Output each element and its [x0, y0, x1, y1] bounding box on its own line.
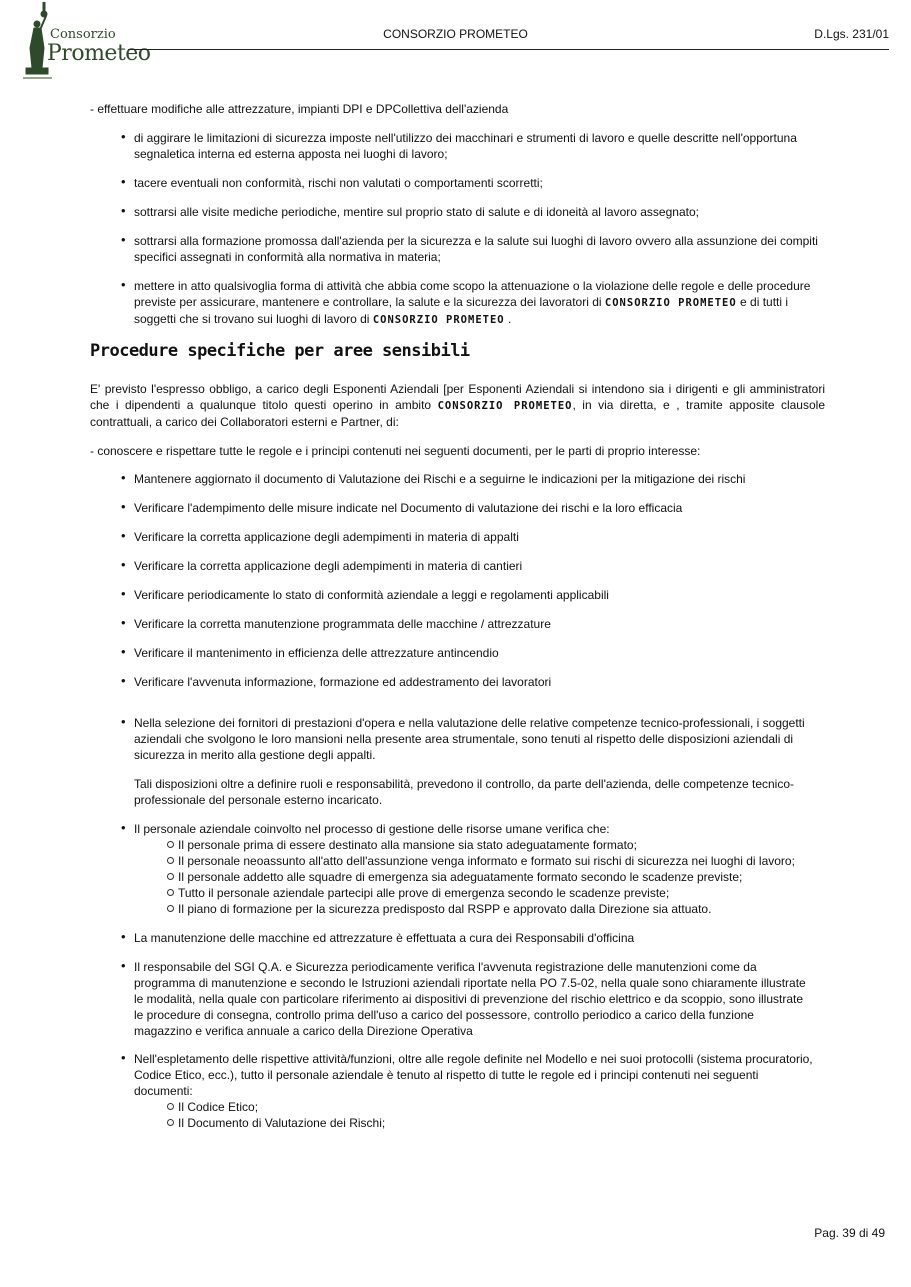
maintenance-section [90, 930, 825, 946]
section-title: Procedure specifiche per aree sensibili [90, 341, 470, 361]
list-item: • Verificare la corretta applicazione degli adempimenti in materia di appalti [90, 529, 825, 545]
suppliers-para-2: Tali disposizioni oltre a definire ruoli e responsabilità, prevedono il controllo, da parte dell'azienda, delle competenze tecnico-professionale del personale esterno incaricato. [134, 777, 795, 807]
sub-list-item: Il piano di formazione per la sicurezza predisposto dal RSPP e approvato dalla Direzione sia attuato. [178, 901, 825, 917]
sgi-section [90, 959, 825, 1039]
section-heading [90, 340, 825, 362]
duties-lead: • Nell'espletamento delle rispettive attività/funzioni, oltre alle regole definite nel Modello e nei suoi protocolli (sistema procuratorio, Codice Etico, ecc.), tutto il personale aziendale è tenuto al rispetto di tutte le regole ed i principi contenuti nei seguenti documenti: [134, 1052, 813, 1098]
list-item: • Mantenere aggiornato il documento di Valutazione dei Rischi e a seguirne le indicazioni per la mitigazione dei rischi [90, 471, 825, 487]
company-name: CONSORZIO PROMETEO [604, 297, 737, 309]
prohibitions-list [90, 130, 825, 328]
text-part: e di tutti i soggetti che si trovano sui luoghi di lavoro di [134, 295, 789, 326]
sub-list-item: Il personale prima di essere destinato alla mansione sia stato adeguatamente formato; [178, 837, 825, 853]
list-item: • Verificare la corretta manutenzione programmata delle macchine / attrezzature [90, 616, 825, 632]
list-item [90, 821, 825, 917]
consorzio-prometeo-logo [20, 2, 151, 82]
sub-list-item: Il personale addetto alle squadre di emergenza sia adeguatamente formato secondo le scadenze previste; [178, 869, 825, 885]
header-reference: D.Lgs. 231/01 [814, 27, 889, 41]
logo-text-top: Consorzio [50, 27, 116, 42]
sub-list-item: Il Documento di Valutazione dei Rischi; [178, 1115, 814, 1131]
sub-list-item: Tutto il personale aziendale partecipi alle prove di emergenza secondo le scadenze previste; [178, 885, 825, 901]
list-item: • sottrarsi alle visite mediche periodiche, mentire sul proprio stato di salute e di idoneità al lavoro assegnato; [90, 204, 825, 220]
company-name: CONSORZIO PROMETEO [372, 314, 505, 326]
hr-lead: • Il personale aziendale coinvolto nel processo di gestione delle risorse umane verifica che: [134, 822, 610, 836]
sub-list-item: Il personale neoassunto all'atto dell'assunzione venga informato e formato sui rischi di sicurezza nei luoghi di lavoro; [178, 853, 825, 869]
list-item: • La manutenzione delle macchine ed attrezzature è effettuata a cura dei Responsabili d'officina [90, 930, 825, 946]
list-item: • Verificare l'adempimento delle misure indicate nel Documento di valutazione dei rischi e la loro efficacia [90, 500, 825, 516]
list-item: • Verificare la corretta applicazione degli adempimenti in materia di cantieri [90, 558, 825, 574]
list-item [90, 715, 825, 808]
sub-list-item: Il Codice Etico; [178, 1099, 814, 1115]
list-item: • Verificare il mantenimento in efficienza delle attrezzature antincendio [90, 645, 825, 661]
list-item [90, 278, 825, 328]
intro-line [90, 101, 825, 117]
header-title: CONSORZIO PROMETEO [383, 27, 528, 41]
list-item: • di aggirare le limitazioni di sicurezza imposte nell'utilizzo dei macchinari e strumenti di lavoro e quelle descritte nell'opportuna segnaletica interna ed esterna apposta nei luoghi di lavoro; [90, 130, 825, 162]
duties-sublist [134, 1099, 814, 1131]
text-part: mettere in atto qualsivoglia forma di attività che abbia come scopo la attenuazione o la violazione delle regole e delle procedure previste per assicurare, mantenere e controllare, la salute e la sicurezza dei lavoratori di [134, 279, 811, 309]
hr-section [90, 821, 825, 917]
intro-text: - effettuare modifiche alle attrezzature, impianti DPI e DPCollettiva dell'azienda [90, 102, 509, 116]
list-item: • Il responsabile del SGI Q.A. e Sicurezza periodicamente verifica l'avvenuta registrazione delle manutenzioni come da programma di manutenzione e secondo le Istruzioni aziendali riportate nella PO 7.5-02, nella quale sono chiaramente illustrate le modalità, nella quale con particolare riferimento ai dispositivi di prevenzione del rischio elettrico e da scoppio, sono illustrate le procedure di consegna, controllo prima dell'uso a carico del possessore, controllo periodico a carico della funzione magazzino e verifica annuale a carico della Direzione Operativa [90, 959, 814, 1039]
list-item [90, 1051, 814, 1131]
page-number: Pag. 39 di 49 [814, 1226, 885, 1240]
text-part: . [504, 312, 512, 326]
checks-list [90, 471, 825, 690]
company-name: CONSORZIO PROMETEO [437, 400, 573, 412]
logo-text-bottom: Prometeo [47, 41, 151, 66]
list-item: • Verificare l'avvenuta informazione, formazione ed addestramento dei lavoratori [90, 674, 825, 690]
list-item: • tacere eventuali non conformità, rischi non valutati o comportamenti scorretti; [90, 175, 825, 191]
header-divider [128, 49, 889, 50]
list-item: • Verificare periodicamente lo stato di conformità aziendale a leggi e regolamenti applicabili [90, 587, 825, 603]
section-intro [90, 381, 825, 430]
text-part: E' previsto l'espresso obbligo, a carico degli Esponenti Aziendali [per Esponenti Aziendali si intendono sia i dirigenti e gli amministratori che i dipendenti a qualunque titolo questi operino in ambito [90, 382, 825, 412]
know-text: - conoscere e rispettare tutte le regole e i principi contenuti nei seguenti documenti, per le parti di proprio interesse: [90, 444, 701, 458]
list-item: • sottrarsi alla formazione promossa dall'azienda per la sicurezza e la salute sui luoghi di lavoro ovvero alla assunzione dei compiti specifici assegnati in conformità alla normativa in materia; [90, 233, 825, 265]
know-line [90, 443, 825, 459]
suppliers-section [90, 715, 825, 808]
suppliers-para-1: • Nella selezione dei fornitori di prestazioni d'opera e nella valutazione delle relative competenze tecnico-professionali, i soggetti aziendali che svolgono le loro mansioni nella presente area strumentale, sono tenuti al rispetto delle disposizioni aziendali di sicurezza in merito alla gestione degli appalti. [134, 716, 805, 762]
duties-section [90, 1051, 825, 1131]
hr-sublist [134, 837, 825, 917]
text-part: , in via diretta, e , tramite apposite clausole contrattuali, a carico dei Collaboratori esterni e Partner, di: [90, 398, 825, 429]
